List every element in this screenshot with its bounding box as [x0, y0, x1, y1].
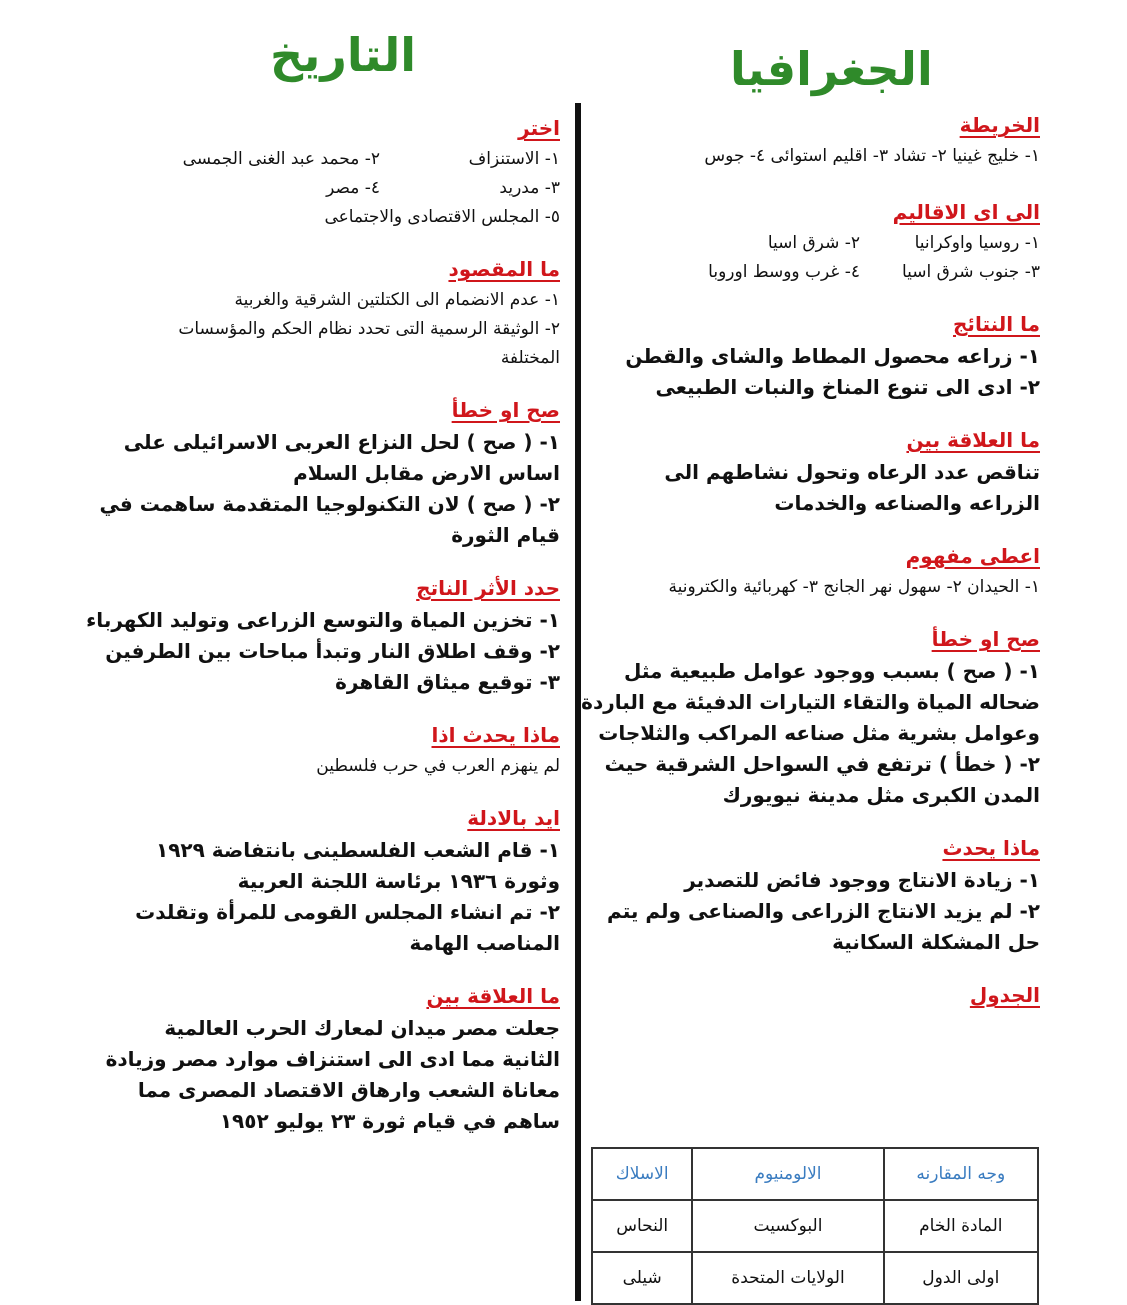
hist-relation-section — [105, 981, 560, 1137]
answer-row — [105, 174, 560, 203]
table-cell: المادة الخام — [884, 1200, 1038, 1252]
hist-whatif-section — [105, 720, 560, 781]
comparison-table — [591, 1147, 1039, 1305]
table-cell: النحاس — [592, 1200, 692, 1252]
table-cell: شيلى — [592, 1252, 692, 1304]
geo-truefalse-section — [581, 624, 1040, 811]
answer-line: قيام الثورة — [451, 523, 560, 547]
geo-table-section — [595, 980, 1040, 1010]
geo-results-section — [595, 309, 1040, 403]
answer-line: ٢- ( خطأ ) ترتفع في السواحل الشرقية حيث — [604, 752, 1040, 776]
geography-title: الجغرافيا — [730, 42, 933, 96]
table-cell: وجه المقارنه — [884, 1148, 1038, 1200]
section-heading: اعطى مفهوم — [905, 544, 1040, 568]
table-cell: الاسلاك — [592, 1148, 692, 1200]
hist-meaning-section — [105, 254, 560, 373]
hist-choose-section — [105, 113, 560, 232]
geo-regions-section — [595, 197, 1040, 287]
column-divider — [575, 103, 581, 1301]
answer-line: ١- زراعه محصول المطاط والشاى والقطن — [625, 344, 1040, 368]
table-cell: الولايات المتحدة — [692, 1252, 883, 1304]
section-heading: ما النتائج — [953, 312, 1040, 336]
section-heading: الخريطة — [959, 113, 1040, 137]
answer-line: ٢- لم يزيد الانتاج الزراعى والصناعى ولم يتم — [607, 899, 1040, 923]
answer-line: ضحاله المياة والتقاء التيارات الدفيئة مع الباردة — [581, 690, 1040, 714]
geo-concept-section — [595, 541, 1040, 602]
answer-line: تناقص عدد الرعاه وتحول نشاطهم الى الزراعه والصناعه والخدمات — [664, 460, 1040, 515]
answer-item: ٣- جنوب شرق اسيا — [901, 262, 1040, 282]
answer-line: ٢- تم انشاء المجلس القومى للمرأة وتقلدت — [135, 900, 560, 924]
answer-item: ٣- مدريد — [499, 178, 560, 198]
answer-row — [105, 145, 560, 174]
hist-evidence-section — [105, 803, 560, 959]
answer-line: ٥- المجلس الاقتصادى والاجتماعى — [324, 207, 560, 227]
answer-item: ٤- غرب ووسط اوروبا — [708, 262, 860, 282]
answer-line: ١- زيادة الانتاج ووجود فائض للتصدير — [684, 868, 1040, 892]
answer-line: المدن الكبرى مثل مدينة نيويورك — [722, 783, 1040, 807]
answer-line: لم ينهزم العرب في حرب فلسطين — [316, 756, 560, 776]
table-row — [592, 1252, 1038, 1304]
section-heading: الى اى الاقاليم — [892, 200, 1040, 224]
answer-line: ١- تخزين المياة والتوسع الزراعى وتوليد الكهرباء — [86, 608, 560, 632]
answer-line: جعلت مصر ميدان لمعارك الحرب العالمية — [164, 1016, 560, 1040]
history-title: التاريخ — [270, 28, 416, 82]
answer-line: اساس الارض مقابل السلام — [293, 461, 560, 485]
answer-line: ١- ( صح ) بسبب ووجود عوامل طبيعية مثل — [624, 659, 1040, 683]
section-heading: ما المقصود — [448, 257, 560, 281]
table-cell: البوكسيت — [692, 1200, 883, 1252]
answer-item: ٢- محمد عبد الغنى الجمسى — [182, 149, 380, 169]
answer-item: ٤- مصر — [326, 178, 380, 198]
answer-item: ١- الاستنزاف — [468, 149, 560, 169]
table-row — [592, 1148, 1038, 1200]
section-heading: ما العلاقة بين — [906, 428, 1040, 452]
answer-line: ٣- توقيع ميثاق القاهرة — [335, 670, 560, 694]
answer-item: ٢- شرق اسيا — [767, 233, 860, 253]
answer-line: ١- عدم الانضمام الى الكتلتين الشرقية والغربية — [234, 290, 560, 310]
section-heading: ايد بالادلة — [467, 806, 560, 830]
answer-line: ١- ( صح ) لحل النزاع العربى الاسرائيلى على — [123, 430, 560, 454]
section-heading: الجدول — [969, 983, 1040, 1007]
answer-line: معاناة الشعب وارهاق الاقتصاد المصرى مما — [137, 1078, 560, 1102]
section-heading: ما العلاقة بين — [426, 984, 560, 1008]
answer-line: ١- قام الشعب الفلسطينى بانتفاضة ١٩٢٩ — [156, 838, 560, 862]
section-heading: ماذا يحدث — [942, 836, 1040, 860]
section-heading: حدد الأثر الناتج — [416, 576, 560, 600]
table-cell: الالومنيوم — [692, 1148, 883, 1200]
geography-column — [581, 110, 1040, 1032]
answer-line: وثورة ١٩٣٦ برئاسة اللجنة العربية — [237, 869, 560, 893]
answer-row — [595, 258, 1040, 287]
geo-relation-section — [595, 425, 1040, 519]
history-column — [86, 113, 560, 1159]
section-heading: صح او خطأ — [931, 627, 1040, 651]
section-heading: ماذا يحدث اذا — [431, 723, 560, 747]
geo-map-section — [595, 110, 1040, 171]
table-row — [592, 1200, 1038, 1252]
answer-item: ١- روسيا واوكرانيا — [914, 233, 1040, 253]
hist-truefalse-section — [99, 395, 560, 551]
answer-line: ساهم في قيام ثورة ٢٣ يوليو ١٩٥٢ — [219, 1109, 560, 1133]
answer-line: ٢- وقف اطلاق النار وتبدأ مباحات بين الطرفين — [105, 639, 560, 663]
answer-line: ٢- الوثيقة الرسمية التى تحدد نظام الحكم والمؤسسات — [178, 319, 560, 339]
answer-line: وعوامل بشرية مثل صناعه المراكب والثلاجات — [598, 721, 1040, 745]
answer-line: ١- الحيدان ٢- سهول نهر الجانج ٣- كهربائية والكترونية — [668, 577, 1040, 597]
answer-row — [595, 229, 1040, 258]
answer-line: ٢- ( صح ) لان التكنولوجيا المتقدمة ساهمت في — [99, 492, 560, 516]
answer-line: ٢- ادى الى تنوع المناخ والنبات الطبيعى — [655, 375, 1040, 399]
answer-line: الثانية مما ادى الى استنزاف موارد مصر وزيادة — [105, 1047, 560, 1071]
answer-line: المختلفة — [500, 348, 560, 368]
section-heading: اختر — [518, 116, 560, 140]
section-heading: صح او خطأ — [451, 398, 560, 422]
answer-line: ١- خليج غينيا ٢- تشاد ٣- اقليم استوائى ٤- جوس — [704, 146, 1040, 166]
geo-whathappens-section — [595, 833, 1040, 958]
answer-line: حل المشكلة السكانية — [832, 930, 1040, 954]
table-cell: اولى الدول — [884, 1252, 1038, 1304]
answer-line: المناصب الهامة — [409, 931, 560, 955]
hist-effect-section — [86, 573, 560, 698]
